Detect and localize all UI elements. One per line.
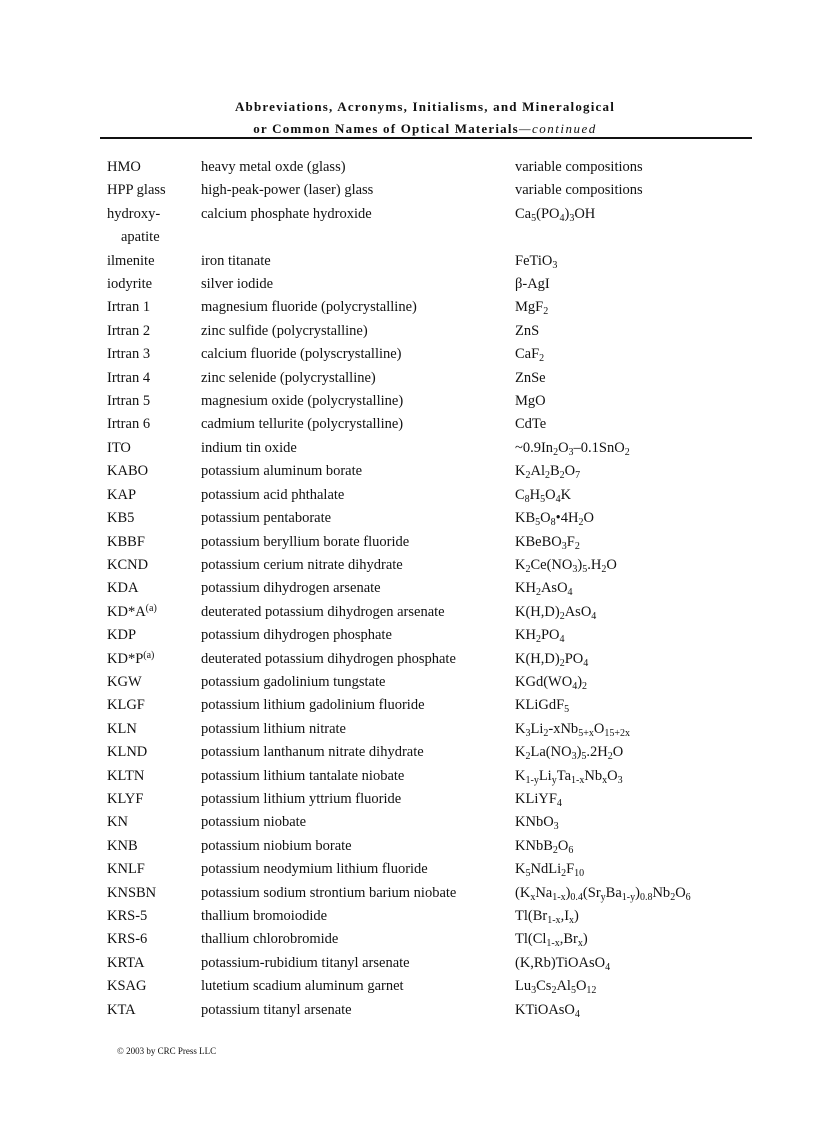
table-row <box>107 952 767 975</box>
table-row <box>107 531 767 554</box>
abbreviation-cell: KABO <box>107 463 149 480</box>
title-line-1: Abbreviations, Acronyms, Initialisms, and Mineralogical <box>234 99 616 114</box>
formula-cell: ZnS <box>515 322 540 339</box>
table-title <box>100 96 750 140</box>
material-name-cell: potassium niobium borate <box>201 837 352 854</box>
table-row <box>107 718 767 741</box>
formula-cell: $K_3Li_2-xNb_{5+x}O_{15+2x}$ <box>515 720 630 739</box>
abbreviation-cell: KNSBN <box>107 884 157 901</box>
table-row <box>107 484 767 507</box>
table-row <box>107 296 767 319</box>
table-row <box>107 741 767 764</box>
material-name-cell: zinc selenide (polycrystalline) <box>201 369 376 386</box>
material-name-cell: potassium lanthanum nitrate dihydrate <box>201 744 424 761</box>
abbreviation-cell: KN <box>107 814 128 831</box>
table-row <box>107 999 767 1022</box>
formula-cell: variable compositions <box>515 182 643 199</box>
formula-cell: KLiYF$_4$ <box>515 790 562 809</box>
abbreviation-cell: KGW <box>107 673 142 690</box>
table-row <box>107 882 767 905</box>
table-row <box>107 624 767 647</box>
abbreviation-cell: Irtran 5 <box>107 393 151 410</box>
abbreviation-cell: $KD*P^{(a)}$ <box>107 649 155 667</box>
material-name-cell: magnesium fluoride (polycrystalline) <box>201 299 417 316</box>
abbreviation-cell: KLN <box>107 720 137 737</box>
materials-table <box>107 156 767 1022</box>
table-row <box>107 601 767 624</box>
title-line-2-text: or Common Names of Optical Materials <box>253 121 519 136</box>
abbreviation-cell: KRTA <box>107 954 145 971</box>
table-row <box>107 835 767 858</box>
abbreviation-cell: HMO <box>107 159 141 175</box>
abbreviation-cell: Irtran 6 <box>107 416 151 433</box>
abbreviation-cell: KRS-6 <box>107 931 148 948</box>
formula-cell: KNbO$_3$ <box>515 814 559 833</box>
material-name-cell: potassium lithium tantalate niobate <box>201 767 405 784</box>
table-row <box>107 179 767 202</box>
material-name-cell: iron titanate <box>201 252 271 269</box>
table-row <box>107 975 767 998</box>
formula-cell: $KBeBO_3F_2$ <box>515 533 580 552</box>
table-row-continuation <box>107 226 767 249</box>
formula-cell: ZnSe <box>515 369 546 386</box>
table-row <box>107 273 767 296</box>
formula-cell: β-AgI <box>515 276 550 293</box>
abbreviation-cell: iodyrite <box>107 276 153 293</box>
table-row <box>107 390 767 413</box>
table-row <box>107 437 767 460</box>
abbreviation-cell: KAP <box>107 486 137 503</box>
material-name-cell: potassium niobate <box>201 814 307 831</box>
table-row <box>107 811 767 834</box>
copyright-footer: © 2003 by CRC Press LLC <box>117 1046 217 1056</box>
table-row <box>107 858 767 881</box>
title-continued: —continued <box>518 121 597 136</box>
material-name-cell: potassium aluminum borate <box>201 463 363 480</box>
abbreviation-cell: KSAG <box>107 978 147 995</box>
header-rule <box>100 137 752 139</box>
material-name-cell: potassium acid phthalate <box>201 486 345 503</box>
table-row <box>107 671 767 694</box>
table-row <box>107 788 767 811</box>
abbreviation-cell: hydroxy- <box>107 205 161 222</box>
table-row <box>107 156 767 179</box>
abbreviation-cell: Irtran 1 <box>107 299 151 316</box>
formula-cell: $Tl(Cl_{1-x},Br_x)$ <box>515 931 588 950</box>
material-name-cell: potassium pentaborate <box>201 510 332 527</box>
material-name-cell: potassium lithium yttrium fluoride <box>201 790 402 807</box>
table-row <box>107 765 767 788</box>
table-row <box>107 554 767 577</box>
formula-cell: $K_2Al_2B_2O_7$ <box>515 463 581 482</box>
table-row <box>107 250 767 273</box>
material-name-cell: potassium-rubidium titanyl arsenate <box>201 954 410 971</box>
table-row <box>107 460 767 483</box>
formula-cell: $\sim 0.9In_2O_3-0.1SnO_2$ <box>515 439 630 458</box>
formula-cell: CdTe <box>515 416 547 433</box>
abbreviation-cell: Irtran 2 <box>107 322 151 339</box>
material-name-cell: heavy metal oxde (glass) <box>201 159 346 175</box>
formula-cell: $K_2La(NO_3)_5.2H_2O$ <box>515 744 624 763</box>
formula-cell: KTiOAsO$_4$ <box>515 1001 580 1020</box>
material-name-cell: thallium bromoiodide <box>201 908 328 924</box>
material-name-cell: cadmium tellurite (polycrystalline) <box>201 416 404 433</box>
abbreviation-cell: KCND <box>107 556 149 573</box>
abbreviation-cell: KNB <box>107 837 138 854</box>
table-row <box>107 905 767 928</box>
formula-cell: $(K_xNa_{1-x})_{0.4}(Sr_yBa_{1-y})_{0.8}Nb_2O_6$ <box>515 884 691 903</box>
formula-cell: $K_5NdLi_2F_{10}$ <box>515 861 585 880</box>
formula-cell: FeTiO$_3$ <box>515 252 558 271</box>
material-name-cell: potassium sodium strontium barium niobate <box>201 884 457 901</box>
material-name-cell: potassium titanyl arsenate <box>201 1001 352 1018</box>
abbreviation-cell: ITO <box>107 439 131 456</box>
abbreviation-cell: KLTN <box>107 767 145 784</box>
abbreviation-cell: Irtran 3 <box>107 346 151 363</box>
material-name-cell: potassium cerium nitrate dihydrate <box>201 556 403 573</box>
formula-cell: $KB_5O_8•4H_2O$ <box>515 510 594 529</box>
abbreviation-cell: $KD*A^{(a)}$ <box>107 602 157 620</box>
material-name-cell: potassium lithium gadolinium fluoride <box>201 697 425 714</box>
table-row <box>107 320 767 343</box>
formula-cell: MgF$_2$ <box>515 299 549 318</box>
formula-cell: MgO <box>515 393 546 410</box>
material-name-cell: potassium beryllium borate fluoride <box>201 533 410 550</box>
abbreviation-cell: KLGF <box>107 697 145 714</box>
abbreviation-cell-continued: apatite <box>121 229 160 246</box>
material-name-cell: deuterated potassium dihydrogen phosphate <box>201 650 456 667</box>
material-name-cell: potassium dihydrogen arsenate <box>201 580 381 597</box>
formula-cell: $K(H,D)_2AsO_4$ <box>515 603 597 622</box>
abbreviation-cell: KBBF <box>107 533 145 550</box>
formula-cell: $K(H,D)_2PO_4$ <box>515 650 589 669</box>
formula-cell: CaF$_2$ <box>515 346 545 365</box>
abbreviation-cell: KDP <box>107 627 137 644</box>
table-row <box>107 203 767 226</box>
table-row <box>107 367 767 390</box>
formula-cell: $Ca_5(PO_4)_3OH$ <box>515 205 596 224</box>
abbreviation-cell: KRS-5 <box>107 908 148 924</box>
material-name-cell: thallium chlorobromide <box>201 931 339 948</box>
formula-cell: $KH_2AsO_4$ <box>515 580 573 599</box>
abbreviation-cell: KNLF <box>107 861 145 878</box>
table-row <box>107 648 767 671</box>
formula-cell: $K_{1-y}Li_yTa_{1-x}Nb_xO_3$ <box>515 767 623 786</box>
material-name-cell: potassium neodymium lithium fluoride <box>201 861 428 878</box>
formula-cell: KLiGdF$_5$ <box>515 697 570 716</box>
table-row <box>107 694 767 717</box>
formula-cell: variable compositions <box>515 159 643 175</box>
formula-cell: $C_8H_5O_4K$ <box>515 486 572 505</box>
formula-cell: $Lu_3Cs_2Al_5O_{12}$ <box>515 978 597 997</box>
formula-cell: $KNbB_2O_6$ <box>515 837 574 856</box>
formula-cell: $KGd(WO_4)_2$ <box>515 673 588 692</box>
abbreviation-cell: KDA <box>107 580 139 597</box>
formula-cell: $K_2Ce(NO_3)_5.H_2O$ <box>515 556 617 575</box>
material-name-cell: indium tin oxide <box>201 439 297 456</box>
material-name-cell: potassium gadolinium tungstate <box>201 673 386 690</box>
formula-cell: $Tl(Br_{1-x},I_x)$ <box>515 908 579 926</box>
abbreviation-cell: KLND <box>107 744 148 761</box>
material-name-cell: lutetium scadium aluminum garnet <box>201 978 404 995</box>
material-name-cell: calcium phosphate hydroxide <box>201 205 372 222</box>
material-name-cell: silver iodide <box>201 276 274 293</box>
abbreviation-cell: KLYF <box>107 790 144 807</box>
material-name-cell: potassium lithium nitrate <box>201 720 346 737</box>
table-row <box>107 928 767 951</box>
material-name-cell: deuterated potassium dihydrogen arsenate <box>201 603 445 620</box>
material-name-cell: magnesium oxide (polycrystalline) <box>201 393 404 410</box>
material-name-cell: zinc sulfide (polycrystalline) <box>201 322 368 339</box>
table-row <box>107 413 767 436</box>
formula-cell: (K,Rb)TiOAsO$_4$ <box>515 954 611 973</box>
abbreviation-cell: ilmenite <box>107 252 155 269</box>
material-name-cell: potassium dihydrogen phosphate <box>201 627 392 644</box>
abbreviation-cell: KB5 <box>107 510 135 527</box>
material-name-cell: calcium fluoride (polyscrystalline) <box>201 346 402 363</box>
table-row <box>107 507 767 530</box>
abbreviation-cell: KTA <box>107 1001 136 1018</box>
material-name-cell: high-peak-power (laser) glass <box>201 182 374 199</box>
formula-cell: $KH_2PO_4$ <box>515 627 565 646</box>
abbreviation-cell: HPP glass <box>107 182 166 199</box>
table-row <box>107 343 767 366</box>
abbreviation-cell: Irtran 4 <box>107 369 151 386</box>
table-row <box>107 577 767 600</box>
